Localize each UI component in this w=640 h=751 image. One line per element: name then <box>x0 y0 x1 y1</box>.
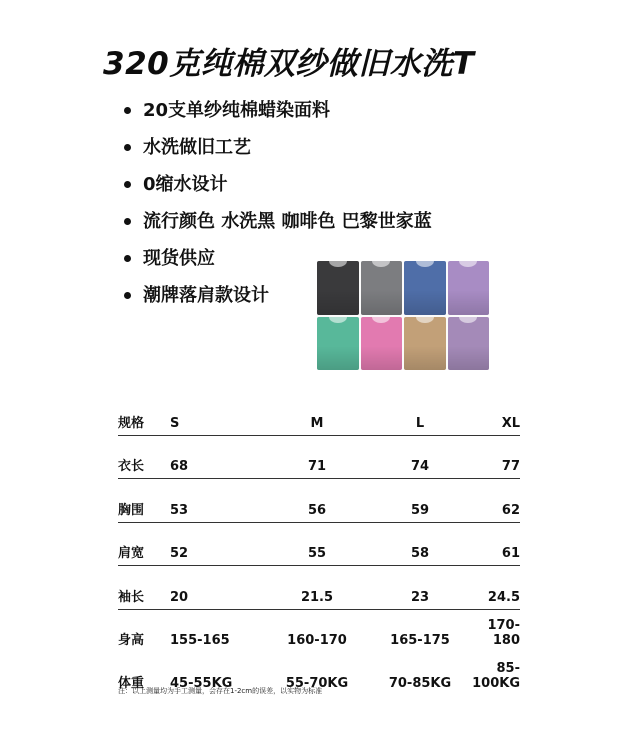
feature-text: 现货供应 <box>143 247 215 269</box>
bullet-icon <box>124 144 131 151</box>
bullet-icon <box>124 107 131 114</box>
table-cell: 21.5 <box>262 566 372 610</box>
table-cell: 55 <box>262 522 372 566</box>
row-label: 袖长 <box>118 566 170 610</box>
measurement-note: 注：以上测量均为手工测量，会存在1-2cm的误差，以实物为标准 <box>118 687 323 695</box>
table-cell: 55-70KG <box>285 675 349 691</box>
feature-text: 流行颜色 水洗黑 咖啡色 巴黎世家蓝 <box>143 210 432 232</box>
size-header-m: M <box>262 392 372 435</box>
row-label: 肩宽 <box>118 522 170 566</box>
table-cell: 58 <box>372 522 468 566</box>
table-cell: 52 <box>170 522 262 566</box>
bullet-icon <box>124 255 131 262</box>
table-cell: 53 <box>170 479 262 523</box>
row-label: 胸围 <box>118 479 170 523</box>
table-cell: 70-85KG <box>388 675 452 691</box>
purple-shirt <box>448 261 490 315</box>
table-cell: 68 <box>170 435 262 479</box>
bullet-icon <box>124 181 131 188</box>
row-label: 身高 <box>118 633 145 648</box>
size-header-row <box>118 392 520 435</box>
table-cell: 74 <box>372 435 468 479</box>
size-header-s: S <box>170 392 262 435</box>
bullet-icon <box>124 218 131 225</box>
feature-item <box>124 166 432 203</box>
size-header-label: 规格 <box>118 392 170 435</box>
table-row <box>118 522 520 566</box>
table-cell: 160-170 <box>287 633 347 648</box>
blue-shirt <box>404 261 446 315</box>
table-row <box>118 479 520 523</box>
table-cell: 20 <box>170 566 262 610</box>
gray-shirt <box>361 261 403 315</box>
table-cell: 71 <box>262 435 372 479</box>
table-cell: 85-100KG <box>472 660 520 691</box>
table-cell: 45-55KG <box>170 675 233 691</box>
feature-text: 0缩水设计 <box>143 173 228 195</box>
table-cell: 23 <box>372 566 468 610</box>
row-label: 衣长 <box>118 435 170 479</box>
feature-text: 20支单纱纯棉蜡染面料 <box>143 99 331 121</box>
lavender-shirt <box>448 317 490 371</box>
feature-item <box>124 129 432 166</box>
size-header-l: L <box>372 392 468 435</box>
table-cell: 61 <box>468 522 520 566</box>
table-cell: 59 <box>372 479 468 523</box>
feature-item <box>124 203 432 240</box>
table-cell: 155-165 <box>170 633 230 648</box>
size-chart <box>118 392 520 695</box>
black-shirt <box>317 261 359 315</box>
pink-shirt <box>361 317 403 371</box>
feature-item <box>124 92 432 129</box>
table-cell: 62 <box>468 479 520 523</box>
table-cell: 77 <box>468 435 520 479</box>
table-row <box>118 435 520 479</box>
color-swatch-grid <box>317 261 489 370</box>
table-cell: 170-180 <box>487 618 520 648</box>
size-header-xl: XL <box>468 392 520 435</box>
row-label: 体重 <box>118 675 145 691</box>
feature-text: 潮牌落肩款设计 <box>143 284 269 306</box>
table-cell: 165-175 <box>390 633 450 648</box>
table-row <box>118 609 520 652</box>
tan-shirt <box>404 317 446 371</box>
bullet-icon <box>124 292 131 299</box>
table-cell: 56 <box>262 479 372 523</box>
feature-text: 水洗做旧工艺 <box>143 136 251 158</box>
table-row <box>118 566 520 610</box>
page-title: 320克纯棉双纱做旧水洗T <box>103 46 475 82</box>
table-cell: 24.5 <box>468 566 520 610</box>
green-shirt <box>317 317 359 371</box>
